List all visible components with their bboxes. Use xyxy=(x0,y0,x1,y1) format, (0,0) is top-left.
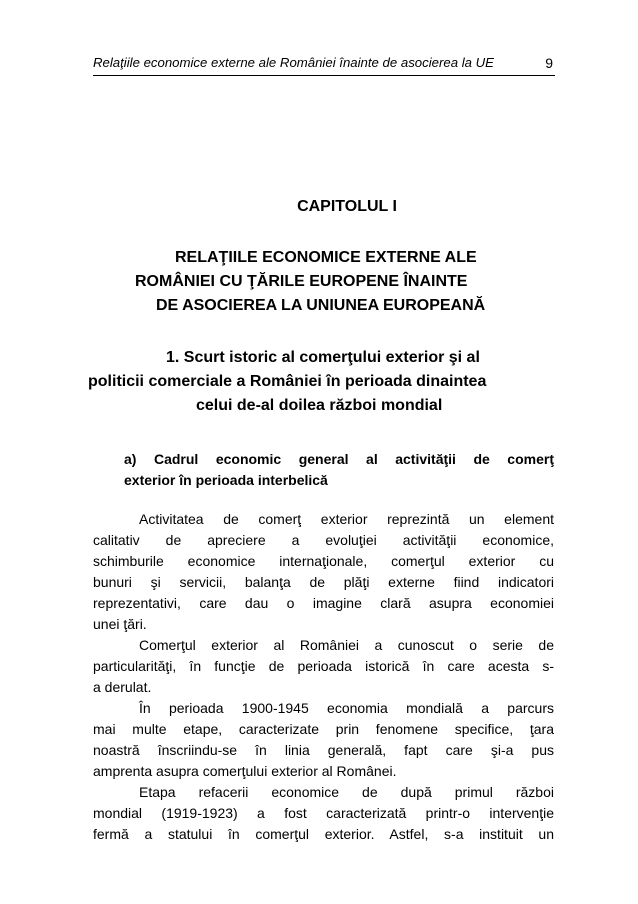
text-line: Activitatea de comerţ exterior reprezintă un element xyxy=(139,511,554,527)
text-line: unei ţări. xyxy=(93,616,147,632)
chapter-title-line: ROMÂNIEI CU ŢĂRILE EUROPENE ÎNAINTE xyxy=(135,273,468,290)
text-line: mondial (1919-1923) a fost caracterizată printr-o intervenţie xyxy=(93,805,554,821)
text-line: reprezentativi, care dau o imagine clară asupra economiei xyxy=(93,595,554,611)
text-line: În perioada 1900-1945 economia mondială a parcurs xyxy=(139,700,554,716)
text-line: Comerţul exterior al României a cunoscut o serie de xyxy=(139,637,554,653)
chapter-label: CAPITOLUL I xyxy=(297,198,397,215)
section-title xyxy=(88,346,558,418)
section-title-line: politicii comerciale a României în perioada dinaintea xyxy=(88,373,487,390)
text-line: particularităţi, în funcţie de perioada istorică în care acesta s- xyxy=(93,658,554,674)
running-header xyxy=(93,53,555,76)
subsection-title-line: a) Cadrul economic general al activităţii de comerţ xyxy=(124,451,554,467)
paragraph xyxy=(93,782,554,845)
text-line: mai multe etape, caracterizate prin fenomene specifice, ţara xyxy=(93,721,554,737)
text-line: bunuri şi servicii, balanţa de plăţi externe fiind indicatori xyxy=(93,574,554,590)
subsection-title-line: exterior în perioada interbelică xyxy=(124,472,328,488)
text-line: noastră înscriindu-se în linia generală, fapt care şi-a pus xyxy=(93,742,554,758)
paragraph xyxy=(93,698,554,782)
body-text xyxy=(93,509,554,845)
paragraph xyxy=(93,635,554,698)
text-line: Etapa refacerii economice de după primul război xyxy=(139,784,554,800)
text-line: schimburile economice internaţionale, comerţul exterior cu xyxy=(93,553,554,569)
text-line: calitativ de apreciere a evoluţiei activităţii economice, xyxy=(93,532,554,548)
chapter-title-line: RELAŢIILE ECONOMICE EXTERNE ALE xyxy=(175,249,477,266)
paragraph xyxy=(93,509,554,635)
section-title-line: celui de-al doilea război mondial xyxy=(196,397,443,414)
page-number: 9 xyxy=(545,55,553,71)
section-title-line: 1. Scurt istoric al comerţului exterior şi al xyxy=(166,349,480,366)
running-title: Relaţiile economice externe ale României înainte de asocierea la UE xyxy=(93,55,494,70)
chapter-title xyxy=(100,246,580,318)
text-line: fermă a statului în comerţul exterior. Astfel, s-a instituit un xyxy=(93,826,554,842)
text-line: amprenta asupra comerţului exterior al Românei. xyxy=(93,763,397,779)
subsection-title xyxy=(124,449,554,491)
text-line: a derulat. xyxy=(93,679,152,695)
chapter-title-line: DE ASOCIEREA LA UNIUNEA EUROPEANĂ xyxy=(156,297,486,314)
